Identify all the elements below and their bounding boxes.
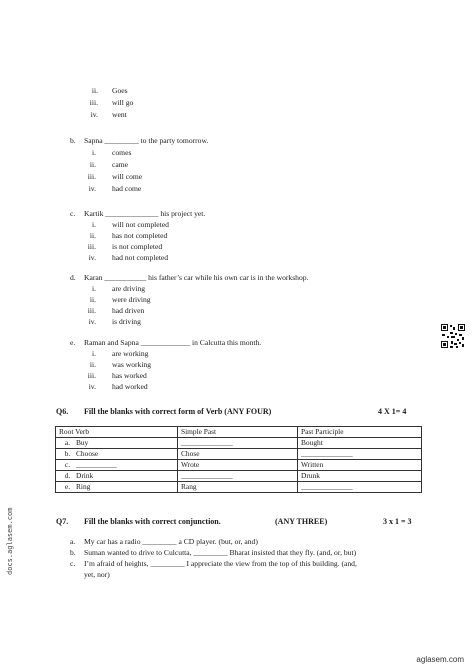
option-number: iv.: [88, 253, 96, 262]
option-text: will not completed: [112, 220, 169, 229]
option-text: went: [112, 110, 127, 119]
row-index: d.: [64, 471, 71, 480]
row-index: b.: [64, 449, 71, 458]
root-verb: ___________: [76, 460, 117, 469]
question-label: d.: [70, 273, 76, 282]
footer-watermark: aglasem.com: [416, 655, 464, 664]
side-watermark: docs.aglasem.com: [6, 507, 14, 575]
option-text: will come: [112, 172, 143, 181]
option-text: is driving: [112, 317, 141, 326]
row-index: e.: [64, 482, 71, 491]
table-header-row: [56, 427, 422, 438]
option-number: iv.: [90, 110, 98, 119]
simple-past: Wrote: [178, 460, 298, 471]
question-label: b.: [70, 136, 76, 145]
option-number: i.: [91, 284, 96, 293]
question-stem: Karan ___________ his father’s car while his own car is in the workshop.: [84, 273, 309, 282]
table-row: [56, 438, 422, 449]
question-stem: Kartik ______________ his project yet.: [84, 209, 206, 218]
root-verb: Ring: [76, 482, 91, 491]
table-row: [56, 471, 422, 482]
question-number: Q7.: [56, 517, 69, 526]
qr-code-icon: [440, 323, 466, 349]
option-number: iii.: [87, 242, 96, 251]
option-number: i.: [91, 349, 96, 358]
root-verb: Drink: [76, 471, 94, 480]
item-label: c.: [70, 559, 76, 568]
option-text: has not completed: [112, 231, 168, 240]
option-number: iv.: [88, 382, 96, 391]
question-title: Fill the blanks with correct form of Verb (ANY FOUR): [84, 407, 272, 416]
option-text: comes: [112, 148, 132, 157]
item-text: Suman wanted to drive to Culcutta, _________ Bharat insisted that they fly. (and, or, but): [84, 548, 357, 557]
simple-past: ______________: [178, 438, 298, 449]
option-text: were driving: [112, 295, 151, 304]
column-header: Past Participle: [298, 427, 422, 438]
item-text: I’m afraid of heights, _________ I appreciate the view from the top of this building. (and,: [84, 559, 357, 568]
question-stem: Sapna _________ to the party tomorrow.: [84, 136, 209, 145]
simple-past: Chose: [178, 449, 298, 460]
item-label: b.: [70, 548, 76, 557]
choice-note: (ANY THREE): [275, 517, 328, 526]
past-participle: ______________: [298, 482, 422, 493]
option-number: iii.: [87, 371, 96, 380]
option-number: iii.: [87, 306, 96, 315]
option-text: had worked: [112, 382, 148, 391]
option-text: had not completed: [112, 253, 169, 262]
past-participle: Drunk: [298, 471, 422, 482]
table-row: [56, 449, 422, 460]
marks: 3 x 1 = 3: [383, 517, 412, 526]
table-row: [56, 482, 422, 493]
root-verb: Choose: [76, 449, 99, 458]
past-participle: ______________: [298, 449, 422, 460]
past-participle: Written: [298, 460, 422, 471]
verb-form-table: [55, 426, 422, 493]
option-number: ii.: [89, 231, 96, 240]
option-number: ii.: [89, 160, 96, 169]
option-number: iv.: [88, 184, 96, 193]
option-text: has worked: [112, 371, 147, 380]
question-title: Fill the blanks with correct conjunction.: [84, 517, 221, 526]
option-number: iii.: [87, 172, 96, 181]
column-header: Simple Past: [178, 427, 298, 438]
past-participle: Bought: [298, 438, 422, 449]
item-text-continuation: yet, nor): [84, 570, 110, 579]
option-text: are working: [112, 349, 149, 358]
option-text: is not completed: [112, 242, 163, 251]
option-number: ii.: [89, 360, 96, 369]
question-label: c.: [70, 209, 76, 218]
option-text: had come: [112, 184, 142, 193]
item-text: My car has a radio _________ a CD player. (but, or, and): [84, 537, 258, 546]
option-text: will go: [112, 98, 134, 107]
option-text: had driven: [112, 306, 145, 315]
simple-past: Rang: [178, 482, 298, 493]
table-row: [56, 460, 422, 471]
marks: 4 X 1= 4: [378, 407, 407, 416]
option-number: i.: [91, 220, 96, 229]
option-number: ii.: [89, 295, 96, 304]
option-text: Goes: [112, 86, 128, 95]
option-text: was working: [112, 360, 152, 369]
option-text: are driving: [112, 284, 146, 293]
option-text: came: [112, 160, 129, 169]
item-label: a.: [70, 537, 76, 546]
row-index: c.: [64, 460, 71, 469]
option-number: iv.: [88, 317, 96, 326]
row-index: a.: [64, 438, 71, 447]
option-number: iii.: [89, 98, 98, 107]
question-stem: Raman and Sapna _____________ in Calcutta this month.: [84, 338, 262, 347]
question-label: e.: [70, 338, 76, 347]
root-verb: Buy: [76, 438, 89, 447]
option-number: i.: [91, 148, 96, 157]
simple-past: ______________: [178, 471, 298, 482]
column-header: Root Verb: [56, 427, 178, 438]
question-number: Q6.: [56, 407, 69, 416]
option-number: ii.: [91, 86, 98, 95]
